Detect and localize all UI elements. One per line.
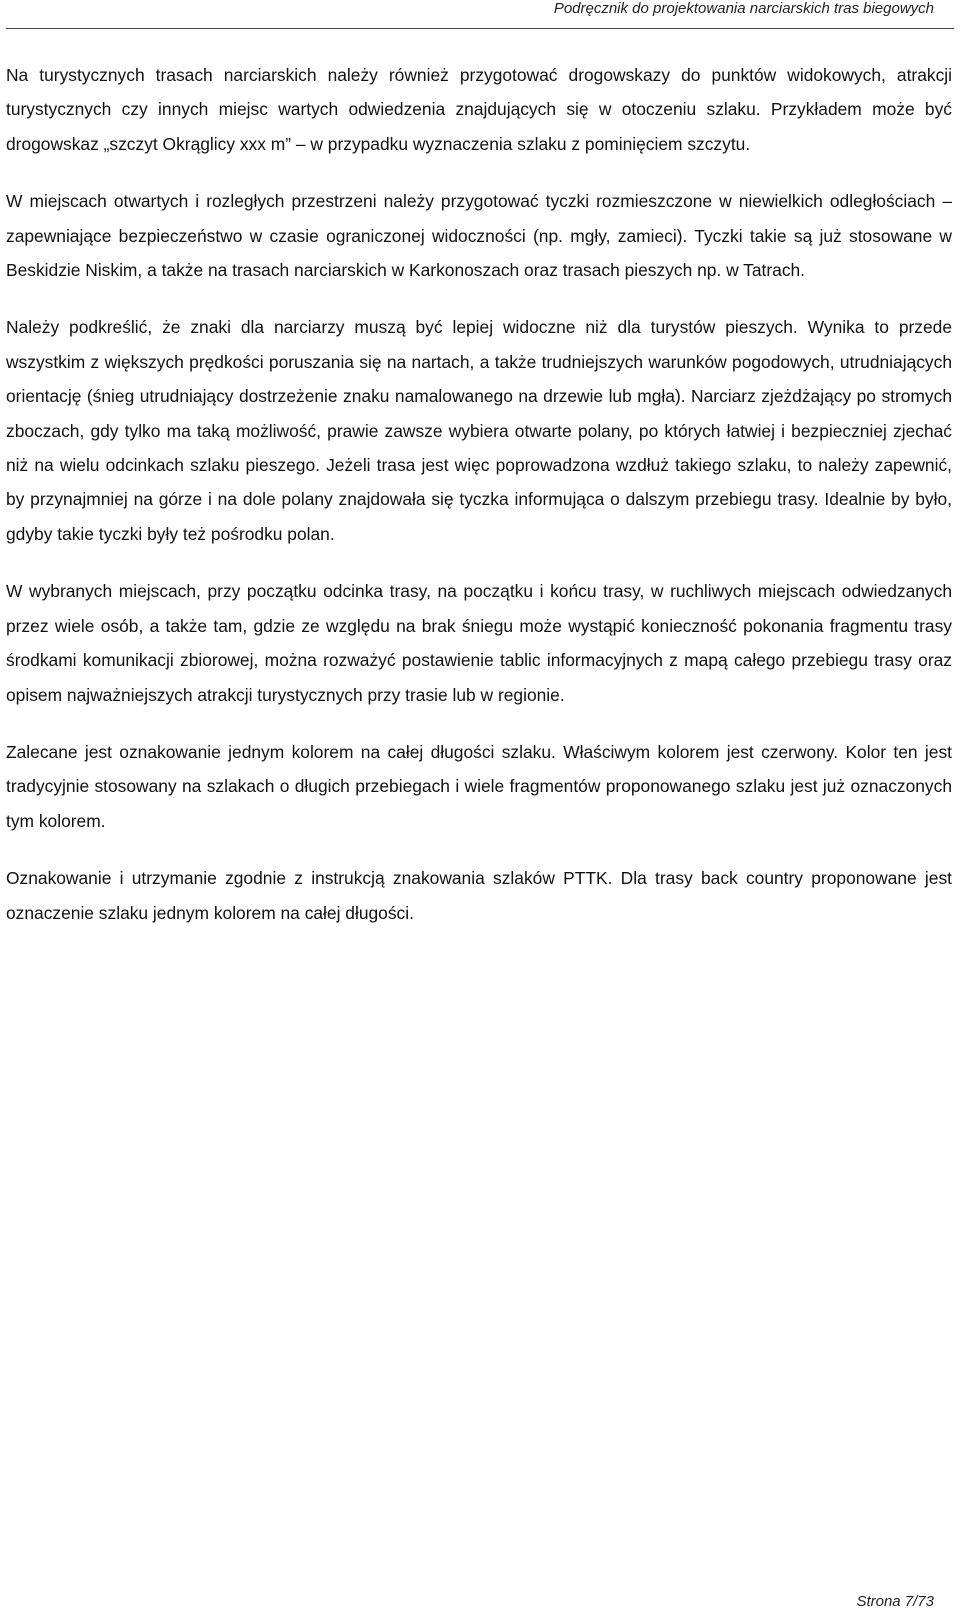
document-body <box>6 58 952 953</box>
running-header: Podręcznik do projektowania narciarskich tras biegowych <box>553 0 934 17</box>
paragraph-trail-color: Zalecane jest oznakowanie jednym kolorem na całej długości szlaku. Właściwym kolorem jest czerwony. Kolor ten jest tradycyjnie stosowany na szlakach o długich przebiegach i wiele fragmentów proponowanego szlaku jest już oznaczonych tym kolorem. <box>6 741 952 831</box>
paragraph-visibility: Należy podkreślić, że znaki dla narciarzy muszą być lepiej widoczne niż dla turystów pieszych. Wynika to przede wszystkim z większych prędkości poruszania się na nartach, a także trudniejszych warunków pogodowych, utrudniających orientację (śnieg utrudniający dostrzeżenie znaku namalowanego na drzewie lub mgła). Narciarz zjeżdżający po stromych zboczach, gdy tylko ma taką możliwość, prawie zawsze wybiera otwarte polany, po których łatwiej i bezpieczniej zjechać niż na wielu odcinkach szlaku pieszego. Jeżeli trasa jest więc poprowadzona wzdłuż takiego szlaku, to należy zapewnić, by przynajmniej na górze i na dole polany znajdowała się tyczka informująca o dalszym przebiegu trasy. Idealnie by było, gdyby takie tyczki były też pośrodku polan. <box>6 317 952 544</box>
paragraph-poles: W miejscach otwartych i rozległych przestrzeni należy przygotować tyczki rozmieszczone w niewielkich odległościach – zapewniające bezpieczeństwo w czasie ograniczonej widoczności (np. mgły, zamieci). Tyczki takie są już stosowane w Beskidzie Niskim, a także na trasach narciarskich w Karkonoszach oraz trasach pieszych np. w Tatrach. <box>6 191 952 281</box>
paragraph-marking-rules: Oznakowanie i utrzymanie zgodnie z instrukcją znakowania szlaków PTTK. Dla trasy back country proponowane jest oznaczenie szlaku jednym kolorem na całej długości. <box>6 868 952 923</box>
paragraph-info-boards: W wybranych miejscach, przy początku odcinka trasy, na początku i końcu trasy, w ruchliwych miejscach odwiedzanych przez wiele osób, a także tam, gdzie ze względu na brak śniegu może wystąpić konieczność pokonania fragmentu trasy środkami komunikacji zbiorowej, można rozważyć postawienie tablic informacyjnych z mapą całego przebiegu trasy oraz opisem najważniejszych atrakcji turystycznych przy trasie lub w regionie. <box>6 581 952 705</box>
page-number: Strona 7/73 <box>856 1593 934 1610</box>
paragraph-signposts: Na turystycznych trasach narciarskich należy również przygotować drogowskazy do punktów widokowych, atrakcji turystycznych czy innych miejsc wartych odwiedzenia znajdujących się w otoczeniu szlaku. Przykładem może być drogowskaz „szczyt Okrąglicy xxx m” – w przypadku wyznaczenia szlaku z pominięciem szczytu. <box>6 65 952 154</box>
header-divider <box>6 28 954 29</box>
